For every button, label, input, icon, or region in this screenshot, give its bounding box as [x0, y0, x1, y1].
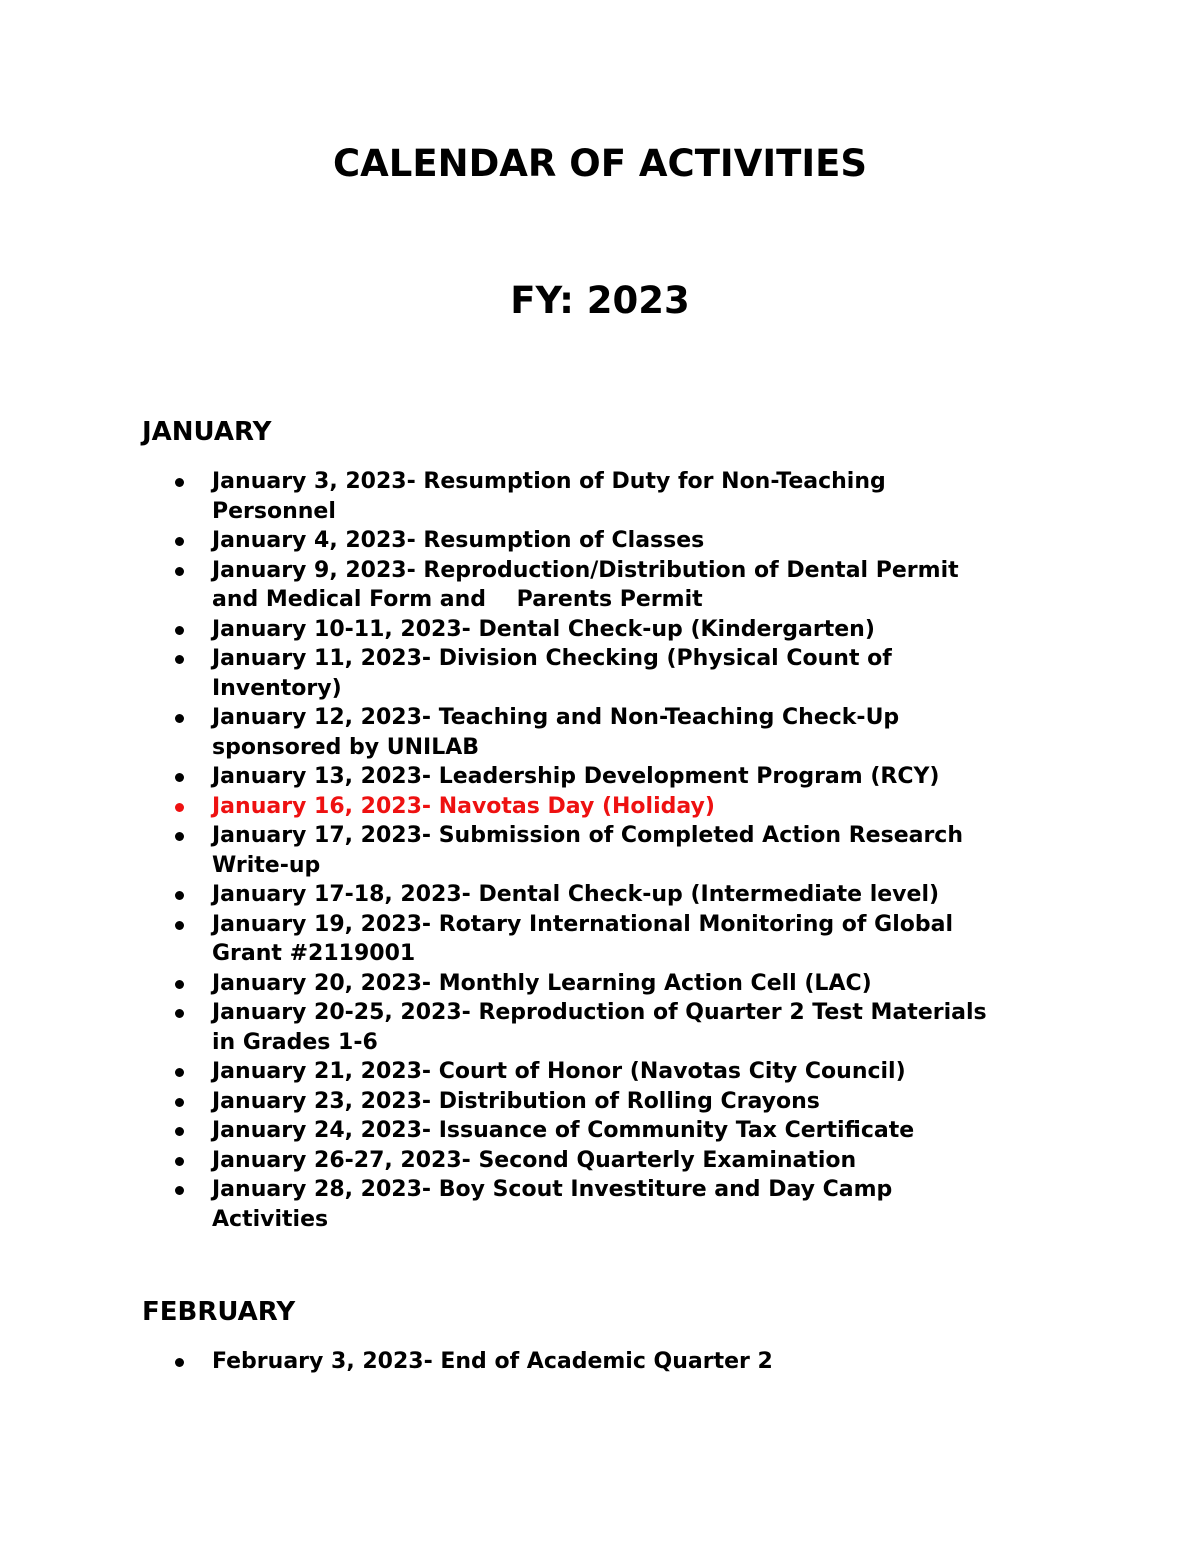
- bullet-icon: [175, 980, 184, 989]
- event-text-line: January 17-18, 2023- Dental Check-up (Intermediate level): [212, 882, 940, 907]
- event-text-line: January 26-27, 2023- Second Quarterly Examination: [212, 1147, 857, 1173]
- list-item: [0, 1087, 1120, 1117]
- list-item: [0, 1057, 1120, 1087]
- event-text-line: January 16, 2023- Navotas Day (Holiday): [212, 793, 715, 819]
- bullet-icon: [175, 1186, 184, 1195]
- bullet-icon: [175, 1127, 184, 1136]
- bullet-icon: [175, 626, 184, 635]
- list-item: [0, 969, 1120, 999]
- list-item: [0, 1116, 1120, 1146]
- bullet-icon: [175, 921, 184, 930]
- bullet-icon: [175, 891, 184, 900]
- list-item: [0, 910, 1120, 969]
- event-text-line: January 13, 2023- Leadership Development Program (RCY): [212, 764, 940, 789]
- bullet-icon: [175, 1358, 184, 1367]
- event-text-line: February 3, 2023- End of Academic Quarter 2: [212, 1349, 773, 1374]
- bullet-icon: [175, 714, 184, 723]
- event-text-line: January 11, 2023- Division Checking (Physical Count of: [212, 646, 892, 671]
- event-text-line: sponsored by UNILAB: [212, 734, 480, 760]
- list-item: [0, 762, 1120, 792]
- list-item: [0, 821, 1120, 880]
- list-item: [0, 998, 1120, 1057]
- event-text-line: January 28, 2023- Boy Scout Investiture and Day Camp: [212, 1177, 893, 1202]
- event-text-line: January 4, 2023- Resumption of Classes: [212, 528, 705, 553]
- list-item: [0, 1146, 1120, 1176]
- bullet-icon: [175, 478, 184, 487]
- bullet-icon: [175, 1009, 184, 1018]
- event-text-line: January 19, 2023- Rotary International Monitoring of Global: [212, 911, 953, 937]
- event-text-line: January 10-11, 2023- Dental Check-up (Kindergarten): [212, 616, 875, 642]
- event-text-line: Inventory): [212, 675, 342, 701]
- event-text-line: January 21, 2023- Court of Honor (Navotas City Council): [212, 1059, 906, 1084]
- event-text-line: January 20, 2023- Monthly Learning Action Cell (LAC): [212, 970, 872, 996]
- list-item: [0, 880, 1120, 910]
- list-item: [0, 703, 1120, 762]
- list-item: [0, 467, 1120, 526]
- event-text-line: and Medical Form and Parents Permit: [212, 587, 703, 612]
- event-text-line: January 9, 2023- Reproduction/Distribution of Dental Permit: [212, 557, 959, 583]
- bullet-icon: [175, 567, 184, 576]
- list-item: [0, 615, 1120, 645]
- list-item: [0, 1347, 1120, 1377]
- event-list-february: [0, 1347, 1120, 1377]
- bullet-icon: [175, 1068, 184, 1077]
- document-title: CALENDAR OF ACTIVITIES: [332, 142, 868, 185]
- bullet-icon: [175, 537, 184, 546]
- holiday-list-item: [0, 792, 1120, 822]
- event-text-line: Activities: [212, 1206, 329, 1232]
- event-text-line: January 12, 2023- Teaching and Non-Teaching Check-Up: [212, 705, 900, 730]
- list-item: [0, 1175, 1120, 1234]
- fiscal-year: FY: 2023: [510, 279, 690, 322]
- month-heading-february: FEBRUARY: [142, 1297, 296, 1327]
- bullet-icon: [175, 773, 184, 782]
- bullet-icon: [175, 1157, 184, 1166]
- event-text-line: January 20-25, 2023- Reproduction of Quarter 2 Test Materials: [212, 1000, 987, 1025]
- list-item: [0, 556, 1120, 615]
- bullet-icon: [175, 1098, 184, 1107]
- event-text-line: January 24, 2023- Issuance of Community Tax Certificate: [212, 1118, 915, 1143]
- event-text-line: Grant #2119001: [212, 941, 416, 966]
- event-text-line: January 17, 2023- Submission of Completed Action Research: [212, 823, 964, 848]
- bullet-icon: [175, 655, 184, 664]
- event-list-january: [0, 467, 1120, 1234]
- bullet-icon: [175, 803, 184, 812]
- list-item: [0, 644, 1120, 703]
- event-text-line: Write-up: [212, 852, 321, 878]
- event-text-line: Personnel: [212, 498, 336, 524]
- event-text-line: January 23, 2023- Distribution of Rolling Crayons: [212, 1088, 820, 1114]
- event-text-line: in Grades 1-6: [212, 1029, 378, 1055]
- bullet-icon: [175, 832, 184, 841]
- list-item: [0, 526, 1120, 556]
- event-text-line: January 3, 2023- Resumption of Duty for Non-Teaching: [212, 469, 886, 494]
- month-heading-january: JANUARY: [142, 417, 272, 447]
